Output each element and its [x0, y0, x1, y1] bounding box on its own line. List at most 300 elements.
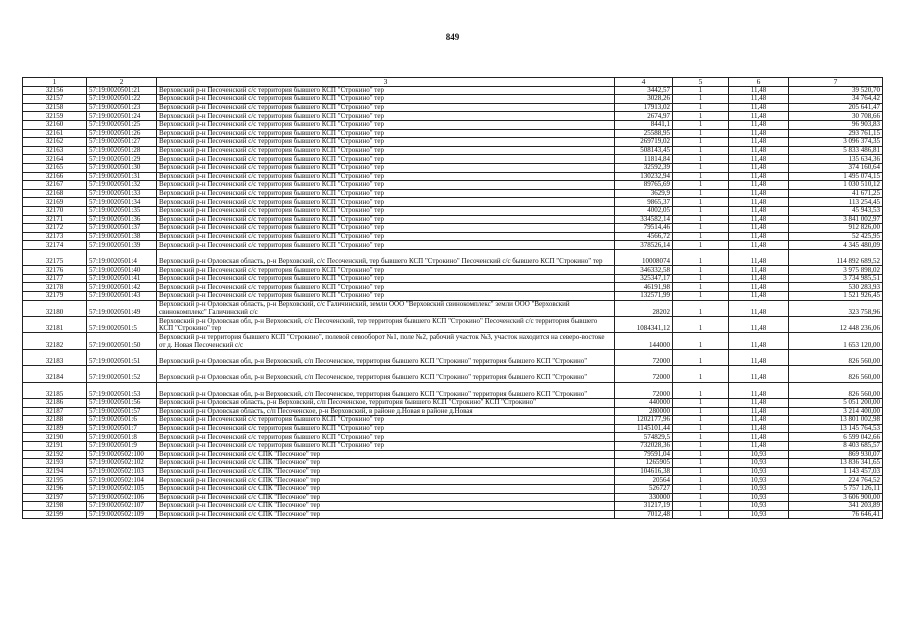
- count-cell: 1: [673, 476, 729, 485]
- value-cell: 293 761,15: [789, 129, 883, 138]
- table-row: [23, 292, 883, 301]
- address-cell: Верховский р-н Песоченский с/с территория бывшего КСП "Строкино" тер: [157, 155, 615, 164]
- rate-cell: 11,48: [729, 189, 789, 198]
- cadastral-number-cell: 57:19:0020502:105: [87, 484, 157, 493]
- row-number-cell: 32167: [23, 181, 87, 190]
- value-cell: 96 903,83: [789, 120, 883, 129]
- address-cell: Верховский р-н Песоченский с/с территория бывшего КСП "Строкино" тер: [157, 120, 615, 129]
- table-row: [23, 95, 883, 104]
- row-number-cell: 32164: [23, 155, 87, 164]
- table-row: [23, 333, 883, 349]
- area-cell: 280000: [615, 407, 673, 416]
- count-cell: 1: [673, 224, 729, 233]
- value-cell: 4 345 480,09: [789, 241, 883, 250]
- row-number-cell: 32170: [23, 206, 87, 215]
- cadastral-number-cell: 57:19:0020501:41: [87, 274, 157, 283]
- table-body: [23, 86, 883, 519]
- cadastral-number-cell: 57:19:0020501:28: [87, 146, 157, 155]
- rate-cell: 11,48: [729, 120, 789, 129]
- rate-cell: 11,48: [729, 155, 789, 164]
- value-cell: 34 764,42: [789, 95, 883, 104]
- area-cell: 1202177,96: [615, 416, 673, 425]
- count-cell: 1: [673, 467, 729, 476]
- value-cell: 113 254,45: [789, 198, 883, 207]
- row-number-cell: 32156: [23, 86, 87, 95]
- area-cell: 10008074: [615, 249, 673, 265]
- area-cell: 1084341,12: [615, 317, 673, 333]
- table-row: [23, 467, 883, 476]
- rate-cell: 11,48: [729, 300, 789, 316]
- value-cell: 13 801 002,98: [789, 416, 883, 425]
- cadastral-number-cell: 57:19:0020502:104: [87, 476, 157, 485]
- address-cell: Верховский р-н Песоченский с/с СПК "Песочное" тер: [157, 476, 615, 485]
- cadastral-number-cell: 57:19:0020501:30: [87, 163, 157, 172]
- cadastral-number-cell: 57:19:0020501:52: [87, 366, 157, 382]
- row-number-cell: 32158: [23, 103, 87, 112]
- address-cell: Верховский р-н Орловская область, р-н Верховский, с/с Песоченский, тер бывшего КСП "Строкино" Песоченский с/с бывшего КСП "Строкино" тер: [157, 249, 615, 265]
- value-cell: 114 892 689,52: [789, 249, 883, 265]
- area-cell: 334582,14: [615, 215, 673, 224]
- cadastral-number-cell: 57:19:0020501:24: [87, 112, 157, 121]
- address-cell: Верховский р-н Песоченский с/с территория бывшего КСП "Строкино" тер: [157, 232, 615, 241]
- row-number-cell: 32196: [23, 484, 87, 493]
- cadastral-number-cell: 57:19:0020501:27: [87, 138, 157, 147]
- count-cell: 1: [673, 283, 729, 292]
- count-cell: 1: [673, 416, 729, 425]
- row-number-cell: 32198: [23, 502, 87, 511]
- table-row: [23, 416, 883, 425]
- count-cell: 1: [673, 398, 729, 407]
- count-cell: 1: [673, 146, 729, 155]
- row-number-cell: 32166: [23, 172, 87, 181]
- cadastral-number-cell: 57:19:0020502:100: [87, 450, 157, 459]
- area-cell: 11814,84: [615, 155, 673, 164]
- table-row: [23, 349, 883, 365]
- area-cell: 4566,72: [615, 232, 673, 241]
- address-cell: Верховский р-н Песоченский с/с территория бывшего КСП "Строкино" тер: [157, 206, 615, 215]
- row-number-cell: 32186: [23, 398, 87, 407]
- row-number-cell: 32178: [23, 283, 87, 292]
- row-number-cell: 32184: [23, 366, 87, 382]
- count-cell: 1: [673, 407, 729, 416]
- table-row: [23, 407, 883, 416]
- table-row: [23, 493, 883, 502]
- count-cell: 1: [673, 206, 729, 215]
- area-cell: 46191,98: [615, 283, 673, 292]
- rate-cell: 11,48: [729, 224, 789, 233]
- value-cell: 1 521 926,45: [789, 292, 883, 301]
- cadastral-number-cell: 57:19:0020501:25: [87, 120, 157, 129]
- address-cell: Верховский р-н Орловская обл, р-н Верховский, с/п Песоченское, территория бывшего КСП "Строкино" территория бывшего КСП "Строкино": [157, 382, 615, 398]
- area-cell: 79591,04: [615, 450, 673, 459]
- value-cell: 826 560,00: [789, 366, 883, 382]
- rate-cell: 10,93: [729, 510, 789, 519]
- count-cell: 1: [673, 333, 729, 349]
- cadastral-number-cell: 57:19:0020501:43: [87, 292, 157, 301]
- value-cell: 826 560,00: [789, 349, 883, 365]
- table-row: [23, 249, 883, 265]
- address-cell: Верховский р-н Песоченский с/с территория бывшего КСП "Строкино" тер: [157, 181, 615, 190]
- address-cell: Верховский р-н Орловская область, р-н Верховский, с/п Песоченское, территория бывшего КСП "Строкино" КСП "Строкино": [157, 398, 615, 407]
- area-cell: 3442,57: [615, 86, 673, 95]
- value-cell: 323 758,96: [789, 300, 883, 316]
- table-row: [23, 283, 883, 292]
- table-row: [23, 382, 883, 398]
- table-row: [23, 112, 883, 121]
- rate-cell: 11,48: [729, 215, 789, 224]
- rate-cell: 11,48: [729, 283, 789, 292]
- address-cell: Верховский р-н Песоченский с/с территория бывшего КСП "Строкино" тер: [157, 198, 615, 207]
- rate-cell: 11,48: [729, 292, 789, 301]
- value-cell: 12 448 236,06: [789, 317, 883, 333]
- count-cell: 1: [673, 300, 729, 316]
- rate-cell: 11,48: [729, 181, 789, 190]
- rate-cell: 11,48: [729, 366, 789, 382]
- area-cell: 346332,58: [615, 266, 673, 275]
- rate-cell: 10,93: [729, 484, 789, 493]
- address-cell: Верховский р-н Песоченский с/с территория бывшего КСП "Строкино" тер: [157, 95, 615, 104]
- address-cell: Верховский р-н Песоченский с/с территория бывшего КСП "Строкино" тер: [157, 138, 615, 147]
- count-cell: 1: [673, 493, 729, 502]
- cadastral-number-cell: 57:19:0020501:33: [87, 189, 157, 198]
- value-cell: 3 214 400,00: [789, 407, 883, 416]
- table-row: [23, 441, 883, 450]
- area-cell: 130232,94: [615, 172, 673, 181]
- cadastral-number-cell: 57:19:0020501:51: [87, 349, 157, 365]
- row-number-cell: 32173: [23, 232, 87, 241]
- rate-cell: 11,48: [729, 129, 789, 138]
- count-cell: 1: [673, 249, 729, 265]
- row-number-cell: 32189: [23, 424, 87, 433]
- address-cell: Верховский р-н Песоченский с/с территория бывшего КСП "Строкино" тер: [157, 172, 615, 181]
- address-cell: Верховский р-н территория бывшего КСП "Строкино", полевой севооборот №1, поле №2, рабочий участок №3, участок находится на северо-востоке от д. Новая Песоченский с/с: [157, 333, 615, 349]
- table-row: [23, 163, 883, 172]
- count-cell: 1: [673, 112, 729, 121]
- value-cell: 5 757 126,11: [789, 484, 883, 493]
- table-row: [23, 300, 883, 316]
- table-row: [23, 366, 883, 382]
- count-cell: 1: [673, 349, 729, 365]
- rate-cell: 11,48: [729, 249, 789, 265]
- address-cell: Верховский р-н Песоченский с/с территория бывшего КСП "Строкино" тер: [157, 112, 615, 121]
- rate-cell: 11,48: [729, 407, 789, 416]
- cadastral-number-cell: 57:19:0020501:26: [87, 129, 157, 138]
- count-cell: 1: [673, 86, 729, 95]
- table-row: [23, 450, 883, 459]
- count-cell: 1: [673, 274, 729, 283]
- area-cell: 144000: [615, 333, 673, 349]
- row-number-cell: 32165: [23, 163, 87, 172]
- table-row: [23, 120, 883, 129]
- table-header-row: [23, 78, 883, 87]
- rate-cell: 11,48: [729, 232, 789, 241]
- table-row: [23, 459, 883, 468]
- value-cell: 13 145 764,53: [789, 424, 883, 433]
- value-cell: 1 495 074,15: [789, 172, 883, 181]
- table-row: [23, 155, 883, 164]
- row-number-cell: 32176: [23, 266, 87, 275]
- cadastral-number-cell: 57:19:0020501:7: [87, 424, 157, 433]
- count-cell: 1: [673, 241, 729, 250]
- row-number-cell: 32190: [23, 433, 87, 442]
- table-row: [23, 224, 883, 233]
- address-cell: Верховский р-н Песоченский с/с территория бывшего КСП "Строкино" тер: [157, 224, 615, 233]
- row-number-cell: 32174: [23, 241, 87, 250]
- address-cell: Верховский р-н Песоченский с/с территория бывшего КСП "Строкино" тер: [157, 215, 615, 224]
- value-cell: 135 634,36: [789, 155, 883, 164]
- cadastral-number-cell: 57:19:0020501:9: [87, 441, 157, 450]
- rate-cell: 11,48: [729, 112, 789, 121]
- rate-cell: 10,93: [729, 459, 789, 468]
- area-cell: 440000: [615, 398, 673, 407]
- address-cell: Верховский р-н Песоченский с/с территория бывшего КСП "Строкино" тер: [157, 129, 615, 138]
- area-cell: 20564: [615, 476, 673, 485]
- row-number-cell: 32172: [23, 224, 87, 233]
- cadastral-number-cell: 57:19:0020502:106: [87, 493, 157, 502]
- table-row: [23, 86, 883, 95]
- address-cell: Верховский р-н Песоченский с/с территория бывшего КСП "Строкино" тер: [157, 189, 615, 198]
- area-cell: 72000: [615, 382, 673, 398]
- address-cell: Верховский р-н Орловская область, с/п Песоченское, р-н Верховский, в районе д.Новая в районе д.Новая: [157, 407, 615, 416]
- table-row: [23, 181, 883, 190]
- area-cell: 72000: [615, 366, 673, 382]
- count-cell: 1: [673, 441, 729, 450]
- value-cell: 374 160,64: [789, 163, 883, 172]
- address-cell: Верховский р-н Орловская обл, р-н Верховский, с/п Песоченское, территория бывшего КСП "Строкино" территория бывшего КСП "Строкино": [157, 366, 615, 382]
- address-cell: Верховский р-н Песоченский с/с территория бывшего КСП "Строкино" тер: [157, 103, 615, 112]
- cadastral-number-cell: 57:19:0020501:39: [87, 241, 157, 250]
- cadastral-number-cell: 57:19:0020501:38: [87, 232, 157, 241]
- area-cell: 1265905: [615, 459, 673, 468]
- header-cell: 6: [729, 78, 789, 87]
- count-cell: 1: [673, 198, 729, 207]
- header-cell: 1: [23, 78, 87, 87]
- value-cell: 205 641,47: [789, 103, 883, 112]
- row-number-cell: 32192: [23, 450, 87, 459]
- address-cell: Верховский р-н Песоченский с/с территория бывшего КСП "Строкино" тер: [157, 424, 615, 433]
- area-cell: 1145101,44: [615, 424, 673, 433]
- row-number-cell: 32197: [23, 493, 87, 502]
- cadastral-number-cell: 57:19:0020501:6: [87, 416, 157, 425]
- rate-cell: 11,48: [729, 138, 789, 147]
- value-cell: 13 836 341,65: [789, 459, 883, 468]
- count-cell: 1: [673, 459, 729, 468]
- area-cell: 508143,45: [615, 146, 673, 155]
- row-number-cell: 32180: [23, 300, 87, 316]
- cadastral-number-cell: 57:19:0020501:34: [87, 198, 157, 207]
- rate-cell: 11,48: [729, 95, 789, 104]
- value-cell: 341 203,89: [789, 502, 883, 511]
- rate-cell: 11,48: [729, 424, 789, 433]
- area-cell: 89765,69: [615, 181, 673, 190]
- address-cell: Верховский р-н Песоченский с/с СПК "Песочное" тер: [157, 484, 615, 493]
- row-number-cell: 32161: [23, 129, 87, 138]
- rate-cell: 11,48: [729, 274, 789, 283]
- rate-cell: 11,48: [729, 198, 789, 207]
- count-cell: 1: [673, 292, 729, 301]
- value-cell: 224 764,52: [789, 476, 883, 485]
- area-cell: 31217,19: [615, 502, 673, 511]
- header-cell: 4: [615, 78, 673, 87]
- row-number-cell: 32191: [23, 441, 87, 450]
- value-cell: 6 599 042,66: [789, 433, 883, 442]
- cadastral-number-cell: 57:19:0020501:23: [87, 103, 157, 112]
- count-cell: 1: [673, 317, 729, 333]
- value-cell: 39 520,70: [789, 86, 883, 95]
- table-row: [23, 266, 883, 275]
- value-cell: 3 734 985,51: [789, 274, 883, 283]
- table-row: [23, 317, 883, 333]
- header-cell: 7: [789, 78, 883, 87]
- row-number-cell: 32179: [23, 292, 87, 301]
- rate-cell: 10,93: [729, 476, 789, 485]
- row-number-cell: 32169: [23, 198, 87, 207]
- row-number-cell: 32159: [23, 112, 87, 121]
- table-row: [23, 232, 883, 241]
- table-row: [23, 138, 883, 147]
- rate-cell: 10,93: [729, 493, 789, 502]
- value-cell: 76 646,41: [789, 510, 883, 519]
- row-number-cell: 32193: [23, 459, 87, 468]
- address-cell: Верховский р-н Песоченский с/с территория бывшего КСП "Строкино" тер: [157, 274, 615, 283]
- value-cell: 30 708,66: [789, 112, 883, 121]
- count-cell: 1: [673, 484, 729, 493]
- table-row: [23, 103, 883, 112]
- table-row: [23, 476, 883, 485]
- count-cell: 1: [673, 215, 729, 224]
- row-number-cell: 32177: [23, 274, 87, 283]
- row-number-cell: 32199: [23, 510, 87, 519]
- count-cell: 1: [673, 433, 729, 442]
- value-cell: 5 833 486,81: [789, 146, 883, 155]
- table-row: [23, 502, 883, 511]
- area-cell: 72000: [615, 349, 673, 365]
- count-cell: 1: [673, 129, 729, 138]
- rate-cell: 11,48: [729, 333, 789, 349]
- rate-cell: 10,93: [729, 450, 789, 459]
- address-cell: Верховский р-н Песоченский с/с территория бывшего КСП "Строкино" тер: [157, 441, 615, 450]
- area-cell: 17913,02: [615, 103, 673, 112]
- address-cell: Верховский р-н Песоченский с/с территория бывшего КСП "Строкино" тер: [157, 163, 615, 172]
- address-cell: Верховский р-н Песоченский с/с СПК "Песочное" тер: [157, 502, 615, 511]
- address-cell: Верховский р-н Песоченский с/с СПК "Песочное" тер: [157, 493, 615, 502]
- rate-cell: 11,48: [729, 172, 789, 181]
- count-cell: 1: [673, 138, 729, 147]
- address-cell: Верховский р-н Песоченский с/с территория бывшего КСП "Строкино" тер: [157, 292, 615, 301]
- area-cell: 3028,26: [615, 95, 673, 104]
- rate-cell: 11,48: [729, 206, 789, 215]
- area-cell: 269719,02: [615, 138, 673, 147]
- rate-cell: 11,48: [729, 382, 789, 398]
- rate-cell: 11,48: [729, 441, 789, 450]
- table-row: [23, 433, 883, 442]
- cadastral-number-cell: 57:19:0020501:31: [87, 172, 157, 181]
- row-number-cell: 32162: [23, 138, 87, 147]
- cadastral-number-cell: 57:19:0020502:107: [87, 502, 157, 511]
- count-cell: 1: [673, 155, 729, 164]
- value-cell: 530 283,93: [789, 283, 883, 292]
- area-cell: 7012,48: [615, 510, 673, 519]
- value-cell: 5 051 200,00: [789, 398, 883, 407]
- value-cell: 52 425,95: [789, 232, 883, 241]
- cadastral-number-cell: 57:19:0020501:4: [87, 249, 157, 265]
- address-cell: Верховский р-н Песоченский с/с территория бывшего КСП "Строкино" тер: [157, 266, 615, 275]
- area-cell: 25588,95: [615, 129, 673, 138]
- table-row: [23, 172, 883, 181]
- row-number-cell: 32160: [23, 120, 87, 129]
- count-cell: 1: [673, 172, 729, 181]
- area-cell: 79514,46: [615, 224, 673, 233]
- address-cell: Верховский р-н Песоченский с/с СПК "Песочное" тер: [157, 450, 615, 459]
- count-cell: 1: [673, 510, 729, 519]
- row-number-cell: 32183: [23, 349, 87, 365]
- rate-cell: 11,48: [729, 416, 789, 425]
- area-cell: 2674,97: [615, 112, 673, 121]
- table-row: [23, 189, 883, 198]
- cadastral-number-cell: 57:19:0020501:40: [87, 266, 157, 275]
- row-number-cell: 32185: [23, 382, 87, 398]
- value-cell: 3 606 900,00: [789, 493, 883, 502]
- rate-cell: 11,48: [729, 433, 789, 442]
- address-cell: Верховский р-н Песоченский с/с территория бывшего КСП "Строкино" тер: [157, 283, 615, 292]
- area-cell: 104616,38: [615, 467, 673, 476]
- table-row: [23, 484, 883, 493]
- address-cell: Верховский р-н Орловская обл, р-н Верховский, с/с Песоченский, тер территория бывшего КСП "Строкино" Песоченский с/с территория бывшего КСП "Строкино" тер: [157, 317, 615, 333]
- cadastral-number-cell: 57:19:0020501:5: [87, 317, 157, 333]
- rate-cell: 11,48: [729, 317, 789, 333]
- row-number-cell: 32171: [23, 215, 87, 224]
- count-cell: 1: [673, 366, 729, 382]
- rate-cell: 11,48: [729, 349, 789, 365]
- count-cell: 1: [673, 95, 729, 104]
- cadastral-number-cell: 57:19:0020501:35: [87, 206, 157, 215]
- cadastral-number-cell: 57:19:0020502:109: [87, 510, 157, 519]
- value-cell: 8 403 685,57: [789, 441, 883, 450]
- table-row: [23, 241, 883, 250]
- table-row: [23, 129, 883, 138]
- row-number-cell: 32188: [23, 416, 87, 425]
- row-number-cell: 32187: [23, 407, 87, 416]
- row-number-cell: 32168: [23, 189, 87, 198]
- area-cell: 8441,1: [615, 120, 673, 129]
- count-cell: 1: [673, 266, 729, 275]
- value-cell: 1 653 120,00: [789, 333, 883, 349]
- count-cell: 1: [673, 382, 729, 398]
- cadastral-number-cell: 57:19:0020501:22: [87, 95, 157, 104]
- table-row: [23, 146, 883, 155]
- area-cell: 330000: [615, 493, 673, 502]
- rate-cell: 11,48: [729, 266, 789, 275]
- cadastral-number-cell: 57:19:0020501:8: [87, 433, 157, 442]
- area-cell: 526727: [615, 484, 673, 493]
- value-cell: 3 975 898,02: [789, 266, 883, 275]
- address-cell: Верховский р-н Орловская обл, р-н Верховский, с/п Песоченское, территория бывшего КСП "Строкино" территория бывшего КСП "Строкино": [157, 349, 615, 365]
- rate-cell: 11,48: [729, 103, 789, 112]
- address-cell: Верховский р-н Песоченский с/с СПК "Песочное" тер: [157, 510, 615, 519]
- cadastral-number-cell: 57:19:0020501:21: [87, 86, 157, 95]
- area-cell: 378526,14: [615, 241, 673, 250]
- value-cell: 41 671,25: [789, 189, 883, 198]
- area-cell: 132571,99: [615, 292, 673, 301]
- rate-cell: 10,93: [729, 467, 789, 476]
- row-number-cell: 32157: [23, 95, 87, 104]
- count-cell: 1: [673, 163, 729, 172]
- header-cell: 2: [87, 78, 157, 87]
- value-cell: 826 560,00: [789, 382, 883, 398]
- address-cell: Верховский р-н Орловская область, р-н Верховский, с/с Галичинский, земли ООО "Верховский свинокомплекс" земли ООО "Верховский свинокомплекс" Галичинский с/с: [157, 300, 615, 316]
- table-row: [23, 398, 883, 407]
- row-number-cell: 32181: [23, 317, 87, 333]
